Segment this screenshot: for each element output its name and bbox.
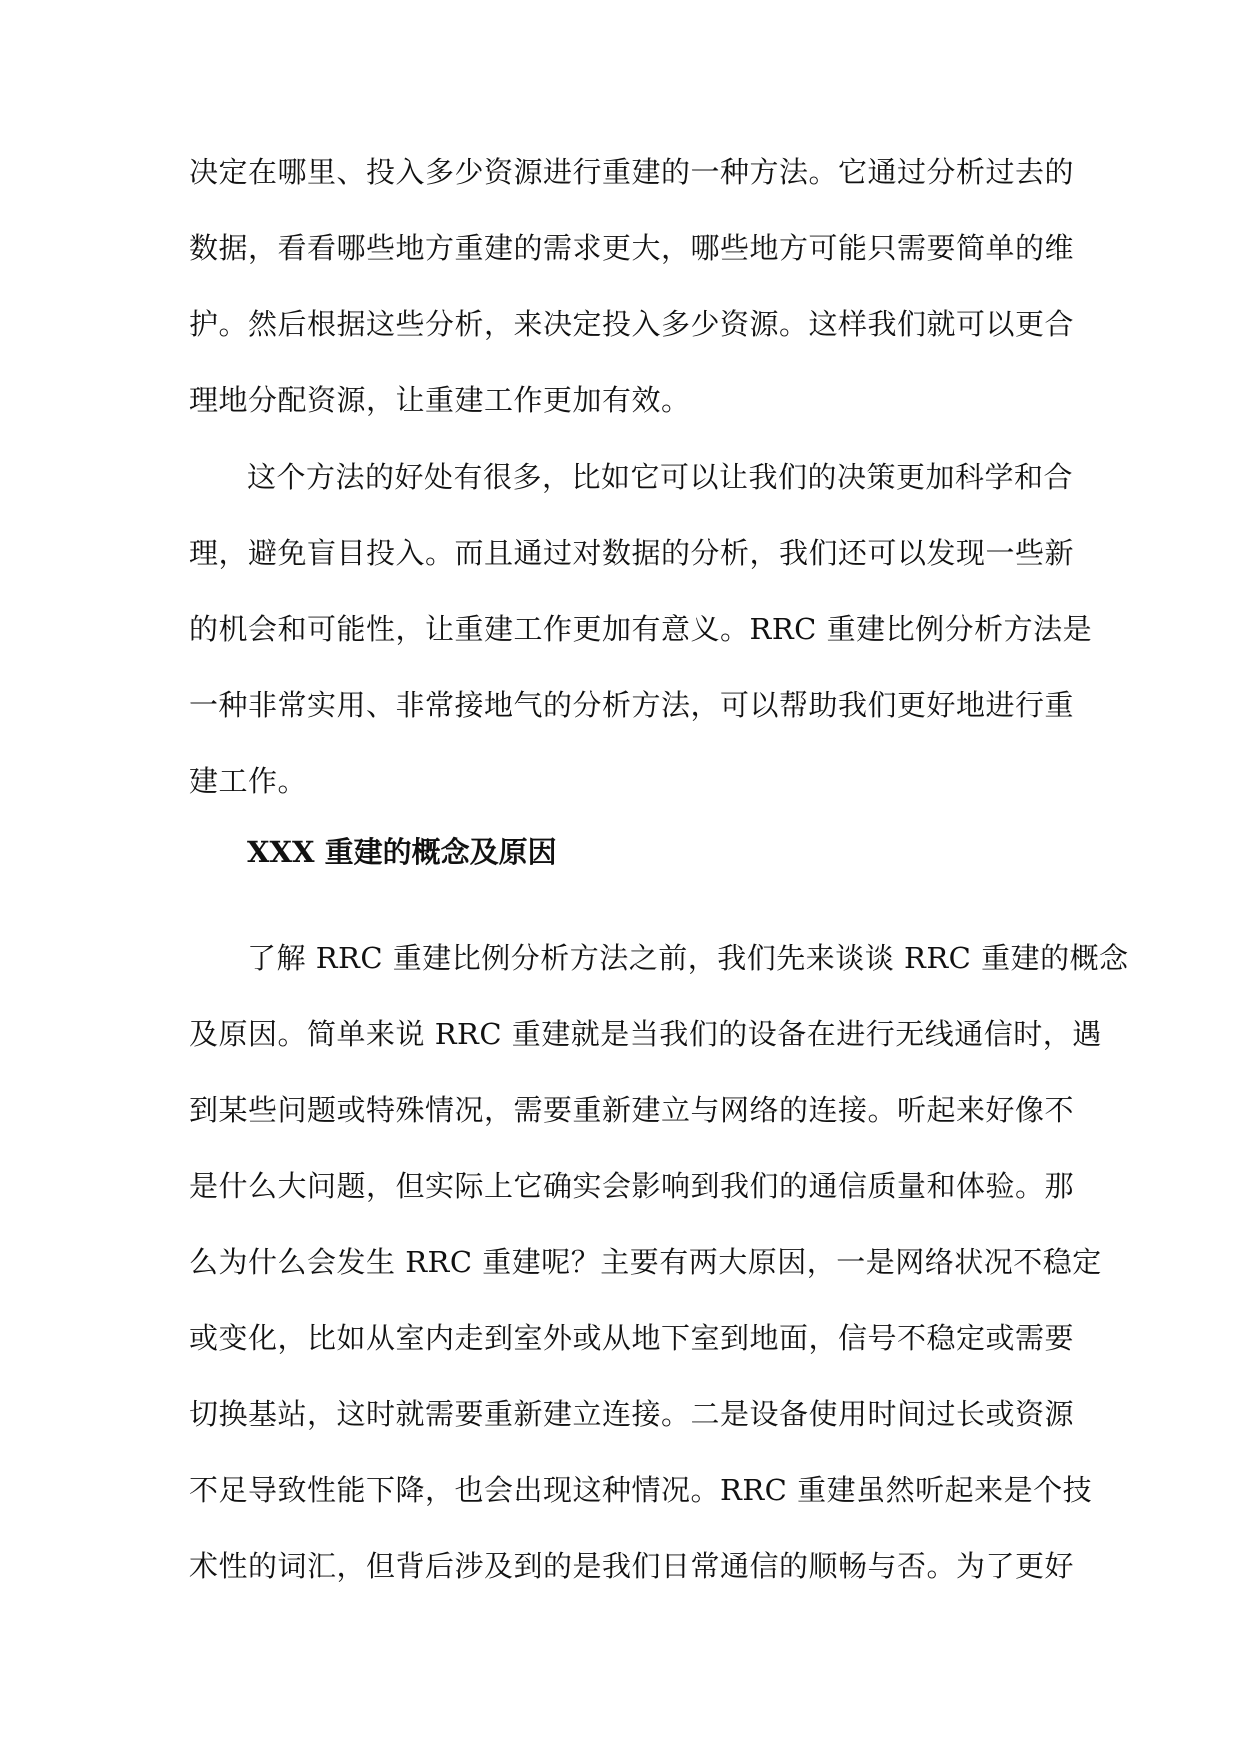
text-line: 建工作。 [189,764,308,798]
paragraph-1 [189,134,1075,438]
text-line: 切换基站，这时就需要重新建立连接。二是设备使用时间过长或资源 [189,1397,1075,1431]
text-line: 及原因。简单来说 RRC 重建就是当我们的设备在进行无线通信时，遇 [189,1017,1102,1051]
text-line: 到某些问题或特殊情况，需要重新建立与网络的连接。听起来好像不 [189,1093,1075,1127]
text-line: 护。然后根据这些分析，来决定投入多少资源。这样我们就可以更合 [189,307,1075,341]
text-line: 这个方法的好处有很多，比如它可以让我们的决策更加科学和合 [247,460,1074,494]
text-line: 的机会和可能性，让重建工作更加有意义。RRC 重建比例分析方法是 [189,612,1093,646]
text-line: 数据，看看哪些地方重建的需求更大，哪些地方可能只需要简单的维 [189,231,1075,265]
section-heading: XXX 重建的概念及原因 [247,835,557,869]
paragraph-3 [189,920,1129,1604]
text-line: 理，避免盲目投入。而且通过对数据的分析，我们还可以发现一些新 [189,536,1075,570]
text-line: 是什么大问题，但实际上它确实会影响到我们的通信质量和体验。那 [189,1169,1075,1203]
text-line: 决定在哪里、投入多少资源进行重建的一种方法。它通过分析过去的 [189,155,1075,189]
text-line: 或变化，比如从室内走到室外或从地下室到地面，信号不稳定或需要 [189,1321,1075,1355]
text-line: 一种非常实用、非常接地气的分析方法，可以帮助我们更好地进行重 [189,688,1075,722]
text-line: 术性的词汇，但背后涉及到的是我们日常通信的顺畅与否。为了更好 [189,1549,1075,1583]
paragraph-2 [189,439,1093,819]
text-line: 不足导致性能下降，也会出现这种情况。RRC 重建虽然听起来是个技 [189,1473,1093,1507]
text-line: 理地分配资源，让重建工作更加有效。 [189,383,691,417]
text-line: 么为什么会发生 RRC 重建呢？主要有两大原因，一是网络状况不稳定 [189,1245,1102,1279]
text-line: 了解 RRC 重建比例分析方法之前，我们先来谈谈 RRC 重建的概念 [247,941,1129,975]
